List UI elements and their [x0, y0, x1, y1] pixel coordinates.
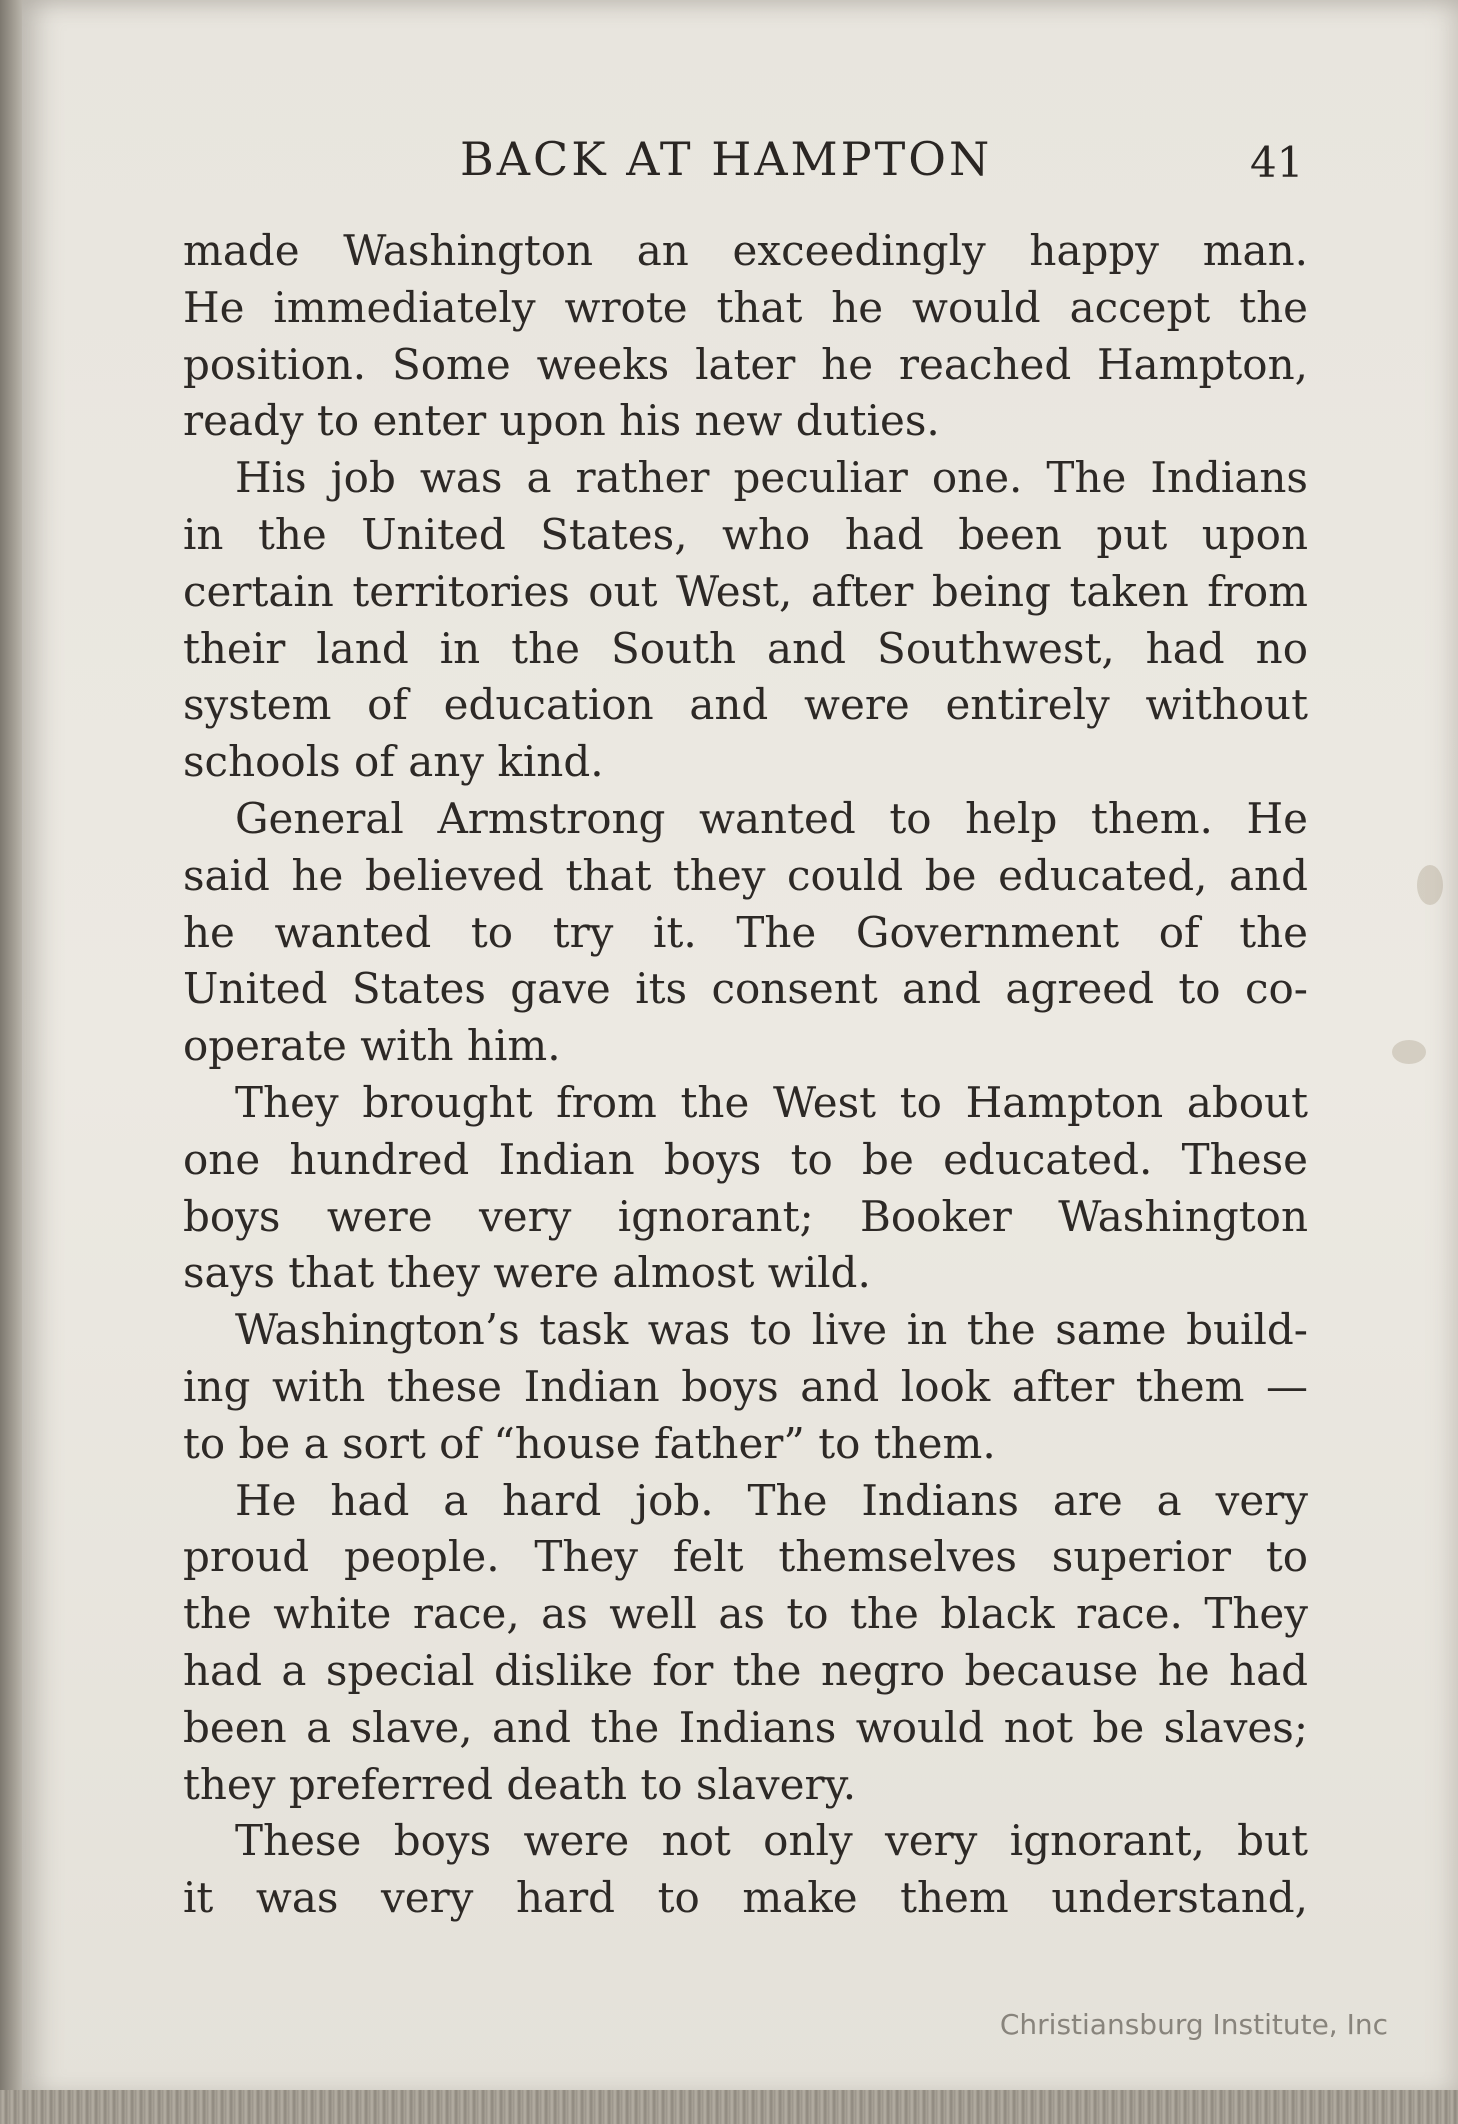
text-line: said he believed that they could be educated, and [183, 850, 1308, 900]
page-bottom-edge [0, 2090, 1458, 2124]
text-line: had a special dislike for the negro because he had [183, 1645, 1308, 1695]
text-line: ready to enter upon his new duties. [183, 396, 940, 446]
text-line: it was very hard to make them understand, [183, 1873, 1308, 1923]
text-line: been a slave, and the Indians would not be slaves; [183, 1702, 1308, 1752]
text-line: certain territories out West, after being taken from [183, 566, 1308, 616]
paragraph [183, 1302, 1308, 1472]
paper-stain [1392, 1040, 1426, 1064]
text-line: one hundred Indian boys to be educated. These [183, 1134, 1308, 1184]
paragraph [183, 1075, 1308, 1302]
text-line: in the United States, who had been put upon [183, 509, 1308, 559]
paper-stain [1417, 865, 1443, 905]
text-line: system of education and were entirely without [183, 680, 1308, 730]
text-line: boys were very ignorant; Booker Washington [183, 1191, 1308, 1241]
text-line: the white race, as well as to the black race. They [183, 1589, 1308, 1639]
text-line: ing with these Indian boys and look after them — [183, 1361, 1308, 1411]
text-line: says that they were almost wild. [183, 1248, 871, 1298]
text-line: He had a hard job. The Indians are a very [235, 1475, 1308, 1525]
text-line: he wanted to try it. The Government of the [183, 907, 1308, 957]
page-number: 41 [1250, 138, 1304, 187]
text-line: General Armstrong wanted to help them. He [235, 793, 1308, 843]
text-line: Washington’s task was to live in the same build- [235, 1305, 1308, 1355]
running-head: BACK AT HAMPTON [460, 132, 993, 186]
paragraph [183, 1473, 1308, 1814]
text-line: proud people. They felt themselves superior to [183, 1532, 1308, 1582]
body-text [183, 223, 1308, 1927]
paragraph [183, 223, 1308, 450]
text-line: operate with him. [183, 1021, 561, 1071]
text-line: His job was a rather peculiar one. The Indians [235, 453, 1308, 503]
text-line: He immediately wrote that he would accept the [183, 282, 1308, 332]
watermark: Christiansburg Institute, Inc [999, 2008, 1388, 2041]
text-line: These boys were not only very ignorant, but [235, 1816, 1308, 1866]
paragraph [183, 450, 1308, 791]
text-line: they preferred death to slavery. [183, 1759, 857, 1809]
text-line: position. Some weeks later he reached Hampton, [183, 339, 1308, 389]
text-line: to be a sort of “house father” to them. [183, 1418, 996, 1468]
text-line: schools of any kind. [183, 737, 604, 787]
text-line: made Washington an exceedingly happy man. [183, 226, 1308, 275]
paragraph [183, 1813, 1308, 1927]
text-line: They brought from the West to Hampton about [235, 1077, 1308, 1127]
paragraph [183, 791, 1308, 1075]
text-line: United States gave its consent and agreed to co- [183, 964, 1308, 1014]
text-line: their land in the South and Southwest, had no [183, 623, 1308, 673]
